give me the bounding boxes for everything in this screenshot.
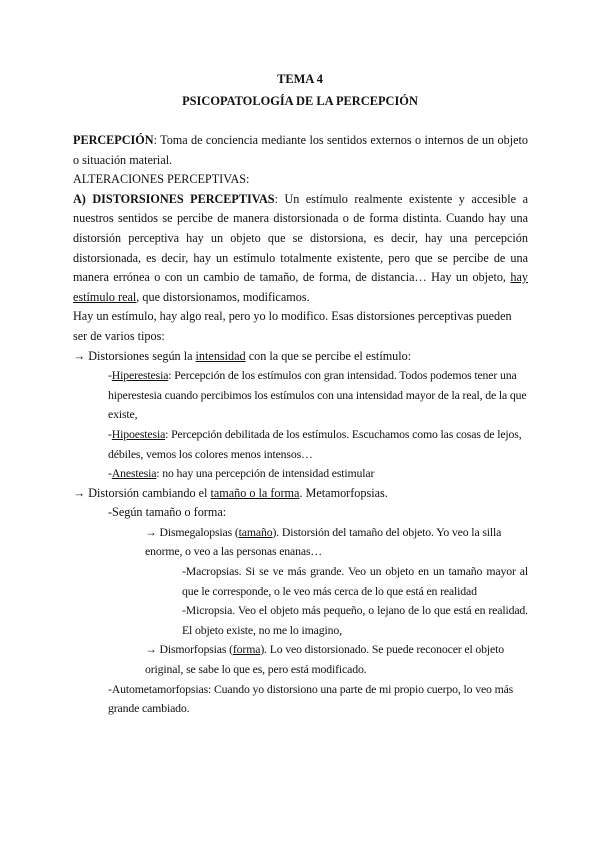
intensidad-underlined: intensidad	[195, 348, 246, 363]
dismegalopsias-post: ). Distorsión del tamaño del objeto. Yo veo la silla enorme, o veo a las personas enanas…	[145, 524, 502, 559]
hipoestesia-text: : Percepción debilitada de los estímulos. Escuchamos como las cosas de lejos, débiles, vemos los colores menos intensos…	[108, 426, 522, 461]
tamano-post: . Metamorfopsias.	[299, 485, 388, 500]
percepcion-term: PERCEPCIÓN	[73, 133, 154, 147]
estimulo-real-underlined: hay estímulo real	[73, 270, 528, 304]
tamano-forma-underlined: tamaño o la forma	[210, 485, 300, 500]
distorsiones-text-end: , que distorsionamos, modificamos.	[136, 289, 310, 304]
hiperestesia-term: Hiperestesia	[111, 368, 169, 383]
list-item-hiperestesia	[73, 366, 528, 425]
item-prefix: -	[108, 466, 112, 481]
distorsiones-label: A) DISTORSIONES PERCEPTIVAS	[73, 191, 275, 206]
anestesia-term: Anestesia	[111, 466, 157, 481]
dismegalopsias-pre: → Dismegalopsias (	[145, 524, 239, 539]
dismorfopsias-underlined: forma	[232, 642, 261, 657]
alteraciones-heading: ALTERACIONES PERCEPTIVAS:	[73, 172, 250, 187]
distorsiones-paragraph	[73, 190, 528, 308]
hipoestesia-term: Hipoestesia	[111, 426, 166, 441]
autometamorfopsias-item: -Autometamorfopsias: Cuando yo distorsiono una parte de mi propio cuerpo, lo veo más grande cambiado.	[108, 681, 514, 716]
item-prefix: -	[108, 368, 112, 383]
tamano-forma-heading	[73, 484, 528, 504]
dismegalopsias-underlined: tamaño	[238, 524, 273, 539]
dismorfopsias-item	[73, 640, 528, 679]
intensidad-pre: → Distorsiones según la	[73, 348, 196, 363]
hiperestesia-text: : Percepción de los estímulos con gran intensidad. Todos podemos tener una hiperestesia cuando percibimos los estímulos con una intensidad mayor de la real, de la que existe,	[108, 368, 527, 422]
tamano-pre: → Distorsión cambiando el	[73, 485, 211, 500]
micropsia-item: -Micropsia. Veo el objeto más pequeño, o lejano de lo que está en realidad. El objeto existe, no me lo imagino,	[182, 603, 528, 637]
intensidad-heading	[73, 347, 528, 367]
dismegalopsias-item	[73, 523, 528, 562]
intensidad-post: con la que se percibe el estímulo:	[245, 348, 412, 363]
list-item-hipoestesia	[73, 425, 528, 464]
macropsias-item: -Macropsias. Si se ve más grande. Veo un objeto en un tamaño mayor al que le corresponde, o le veo más cerca de lo que está en realidad	[182, 564, 528, 598]
page-title: PSICOPATOLOGÍA DE LA PERCEPCIÓN	[182, 94, 418, 108]
anestesia-text: : no hay una percepción de intensidad estimular	[156, 466, 375, 481]
tema-heading: TEMA 4	[277, 72, 323, 86]
percepcion-paragraph	[73, 131, 528, 170]
dismorfopsias-post: ). Lo veo distorsionado. Se puede reconocer el objeto original, se sabe lo que es, pero está modificado.	[145, 642, 504, 677]
list-item-anestesia	[73, 464, 528, 484]
document-body	[73, 131, 528, 719]
segun-tamano-forma: -Según tamaño o forma:	[108, 505, 227, 520]
percepcion-definition: : Toma de conciencia mediante los sentidos externos o internos de un objeto o situación material.	[73, 133, 528, 167]
distorsiones-text: : Un estímulo realmente existente y accesible a nuestros sentidos se percibe de manera distorsionada o de forma distinta. Cuando hay una distorsión perceptiva hay un objeto que se distorsiona, es decir, hay una percepción distorsionada, es decir, hay un estímulo totalmente existente, pero que se percibe de una manera errónea o con un cambio de tamaño, de forma, de distancia… Hay un objeto,	[73, 191, 528, 285]
item-prefix: -	[108, 426, 112, 441]
intro-tipos: Hay un estímulo, hay algo real, pero yo lo modifico. Esas distorsiones perceptivas pueden ser de varios tipos:	[73, 309, 512, 343]
dismorfopsias-pre: → Dismorfopsias (	[145, 642, 233, 657]
